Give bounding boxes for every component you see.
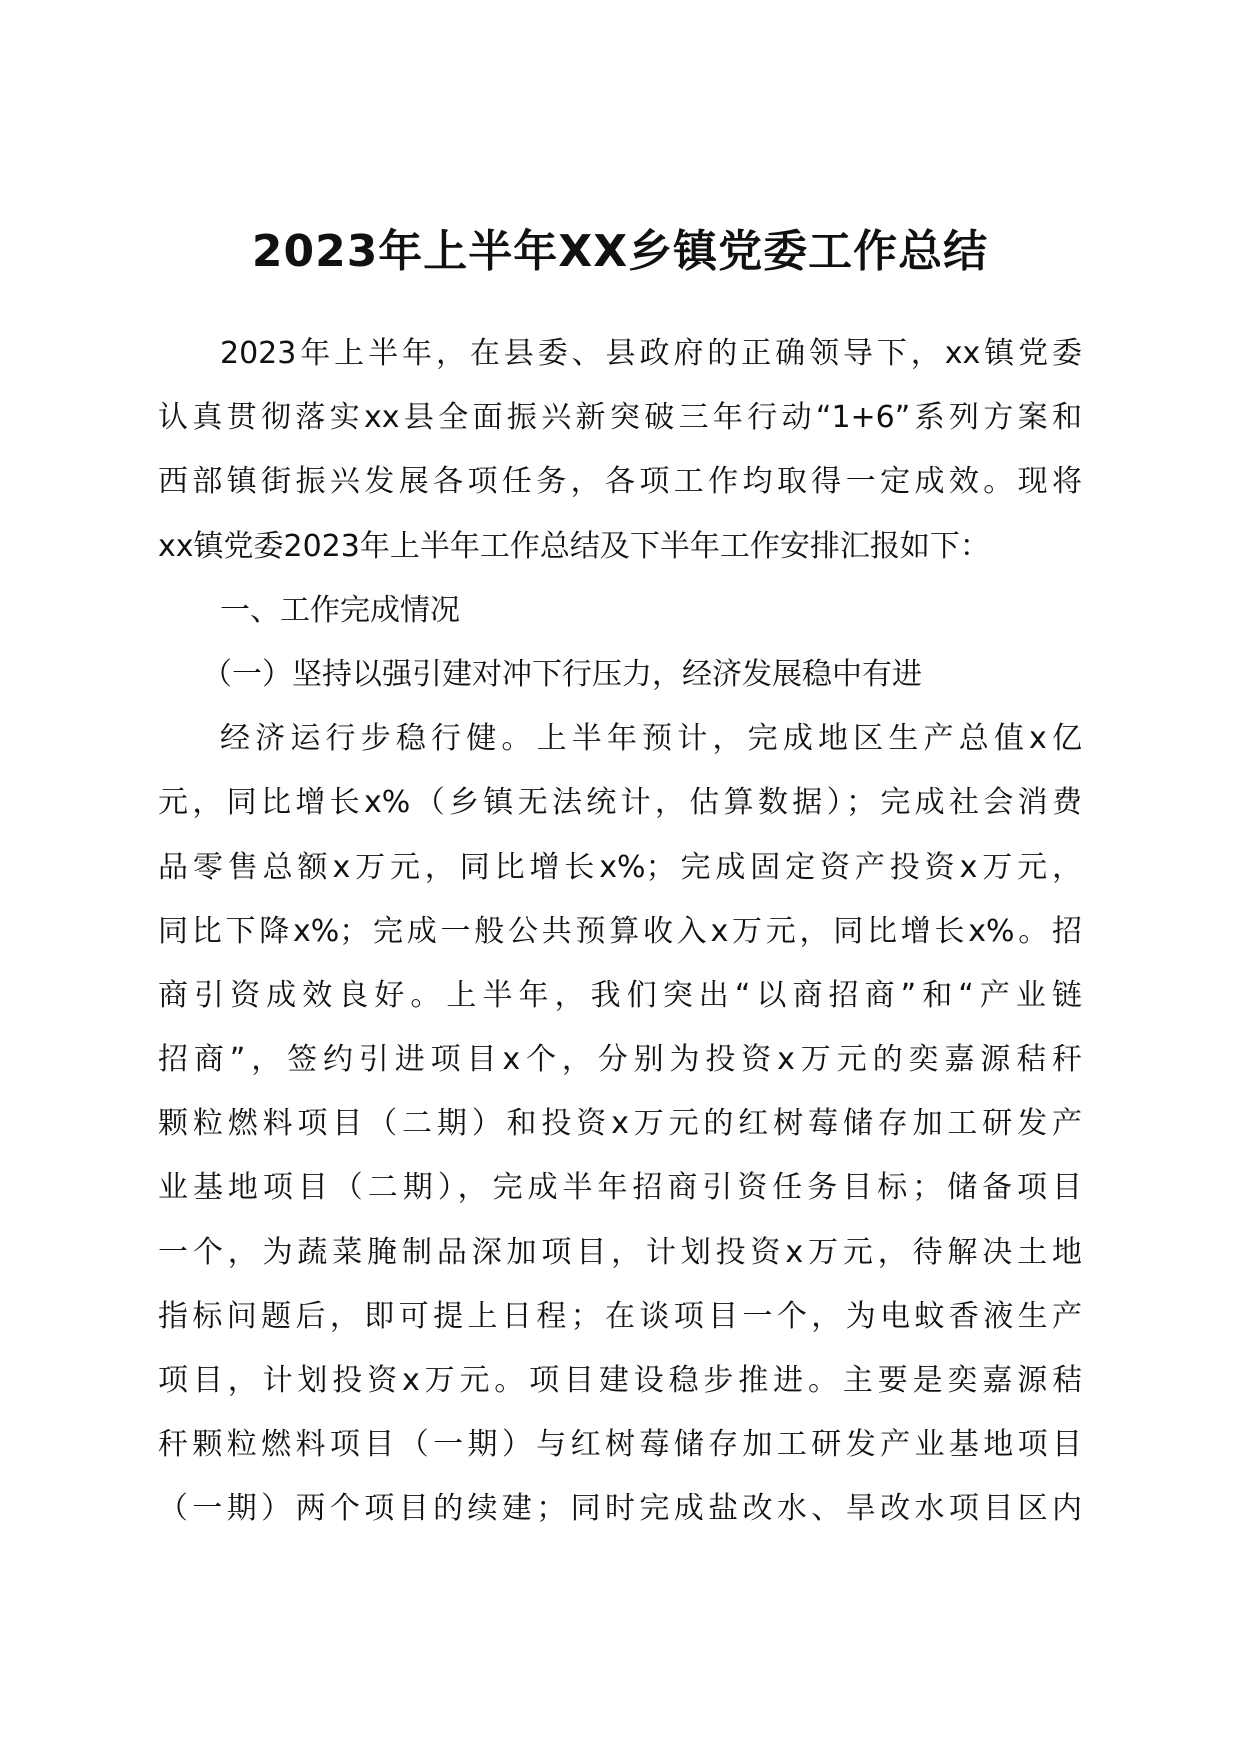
subsection-heading-1: （一）坚持以强引建对冲下行压力，经济发展稳中有进 [202, 656, 922, 692]
paragraph-2-line-3: 品零售总额x万元，同比增长x%；完成固定资产投资x万元， [158, 849, 1082, 885]
paragraph-2-line-2: 元，同比增长x%（乡镇无法统计，估算数据）；完成社会消费 [158, 785, 1082, 821]
paragraph-2-line-9: 一个，为蔬菜腌制品深加项目，计划投资x万元，待解决土地 [158, 1234, 1082, 1270]
paragraph-1-line-4: xx镇党委2023年上半年工作总结及下半年工作安排汇报如下： [158, 528, 990, 564]
paragraph-2-line-10: 指标问题后，即可提上日程；在谈项目一个，为电蚊香液生产 [158, 1298, 1082, 1334]
paragraph-2-line-5: 商引资成效良好。上半年，我们突出“以商招商”和“产业链 [158, 977, 1082, 1013]
paragraph-2-line-4: 同比下降x%；完成一般公共预算收入x万元，同比增长x%。招 [158, 913, 1082, 949]
paragraph-2-line-13: （一期）两个项目的续建；同时完成盐改水、旱改水项目区内 [158, 1491, 1082, 1527]
paragraph-2-line-7: 颗粒燃料项目（二期）和投资x万元的红树莓储存加工研发产 [158, 1106, 1082, 1142]
document-title: 2023年上半年XX乡镇党委工作总结 [251, 226, 989, 277]
paragraph-1-line-2: 认真贯彻落实xx县全面振兴新突破三年行动“1+6”系列方案和 [158, 400, 1082, 436]
paragraph-1-line-3: 西部镇街振兴发展各项任务，各项工作均取得一定成效。现将 [158, 464, 1082, 500]
paragraph-2-line-11: 项目，计划投资x万元。项目建设稳步推进。主要是奕嘉源秸 [158, 1363, 1082, 1398]
paragraph-2-line-8: 业基地项目（二期），完成半年招商引资任务目标；储备项目 [158, 1170, 1082, 1206]
paragraph-2-line-12: 秆颗粒燃料项目（一期）与红树莓储存加工研发产业基地项目 [158, 1427, 1082, 1463]
document-body [158, 322, 1082, 1542]
paragraph-2-line-6: 招商”，签约引进项目x个，分别为投资x万元的奕嘉源秸秆 [158, 1042, 1082, 1078]
paragraph-2-line-1: 经济运行步稳行健。上半年预计，完成地区生产总值x亿 [220, 721, 1082, 757]
paragraph-1-line-1: 2023年上半年，在县委、县政府的正确领导下，xx镇党委 [220, 336, 1082, 371]
section-heading-1: 一、工作完成情况 [220, 592, 460, 628]
